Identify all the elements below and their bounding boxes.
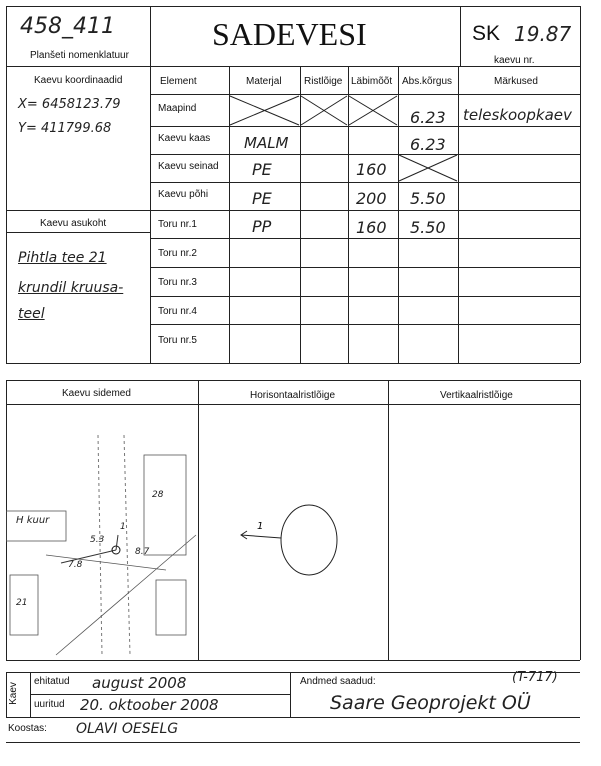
markused-maapind: teleskoopkaev (463, 106, 572, 124)
abs-kaas: 6.23 (410, 135, 446, 154)
surveyed-value: 20. oktoober 2008 (80, 696, 219, 714)
plan-label: Planšeti nomenklatuur (30, 50, 129, 61)
row-element: Toru nr.1 (158, 219, 197, 230)
svg-text:1: 1 (257, 521, 264, 532)
cross-marks (0, 0, 601, 370)
col-header-abs: Abs.kõrgus (402, 76, 453, 87)
row-element: Maapind (158, 103, 197, 114)
page-title: SADEVESI (212, 16, 367, 52)
section-vertical: Vertikaalristlõige (440, 390, 513, 401)
sketch-dist-3: 7.8 (68, 560, 83, 570)
created-value: august 2008 (92, 674, 187, 692)
labimoot-pohi: 200 (356, 189, 387, 208)
footer-side-label: Kaev (7, 682, 19, 705)
plan-number: 458_411 (20, 14, 115, 39)
sketch-dist-1: 5.3 (90, 535, 105, 545)
abs-pohi: 5.50 (410, 189, 446, 208)
section-connections: Kaevu sidemed (62, 388, 131, 399)
location-line-1: Pihtla tee 21 (18, 250, 107, 266)
horizontal-sketch (199, 405, 387, 660)
coord-x: X= 6458123.79 (18, 97, 121, 112)
col-header-markused: Märkused (494, 76, 538, 87)
compiled-label: Koostas: (8, 723, 47, 734)
coord-y: Y= 411799.68 (18, 121, 112, 136)
building-small (156, 580, 186, 635)
row-element: Kaevu kaas (158, 133, 211, 144)
data-source-label: Andmed saadud: (300, 676, 376, 687)
connections-sketch (6, 405, 198, 660)
building-21-label: 21 (16, 598, 28, 608)
section-horizontal: Horisontaalristlõige (250, 390, 336, 401)
abs-toru1: 5.50 (410, 218, 446, 237)
surveyed-label: uuritud (34, 699, 65, 710)
well-prefix: SK (472, 22, 501, 45)
col-header-materjal: Materjal (246, 76, 282, 87)
labimoot-toru1: 160 (356, 218, 387, 237)
row-element: Kaevu põhi (158, 189, 209, 200)
created-label: ehitatud (34, 676, 70, 687)
location-title: Kaevu asukoht (40, 218, 107, 229)
well-label: kaevu nr. (494, 55, 535, 66)
materjal-pohi: PE (252, 189, 272, 208)
coords-title: Kaevu koordinaadid (34, 75, 123, 86)
location-line-2: krundil kruusa- (18, 280, 124, 296)
building-h-kuur-label: H kuur (16, 515, 50, 526)
data-source-value: Saare Geoprojekt OÜ (330, 692, 531, 714)
well-number: 19.87 (514, 22, 572, 46)
building-28-label: 28 (152, 490, 164, 500)
col-header-element: Element (160, 76, 197, 87)
col-header-labimoot: Läbimõõt (351, 76, 393, 87)
sketch-pipe-num: 1 (120, 522, 126, 532)
materjal-kaas: MALM (244, 134, 289, 152)
sketch-dist-2: 8.7 (135, 547, 150, 557)
building-28 (144, 455, 186, 555)
data-code: (T-717) (512, 670, 558, 685)
location-line-3: teel (18, 306, 45, 322)
abs-maapind: 6.23 (410, 108, 446, 127)
labimoot-seinad: 160 (356, 160, 387, 179)
row-element: Kaevu seinad (158, 161, 219, 172)
row-element: Toru nr.4 (158, 306, 197, 317)
row-element: Toru nr.2 (158, 248, 197, 259)
materjal-toru1: PP (252, 217, 272, 236)
col-header-ristloige: Ristlõige (304, 76, 343, 87)
materjal-seinad: PE (252, 160, 272, 179)
row-element: Toru nr.5 (158, 335, 197, 346)
compiled-value: OLAVI OESELG (76, 721, 179, 737)
row-element: Toru nr.3 (158, 277, 197, 288)
